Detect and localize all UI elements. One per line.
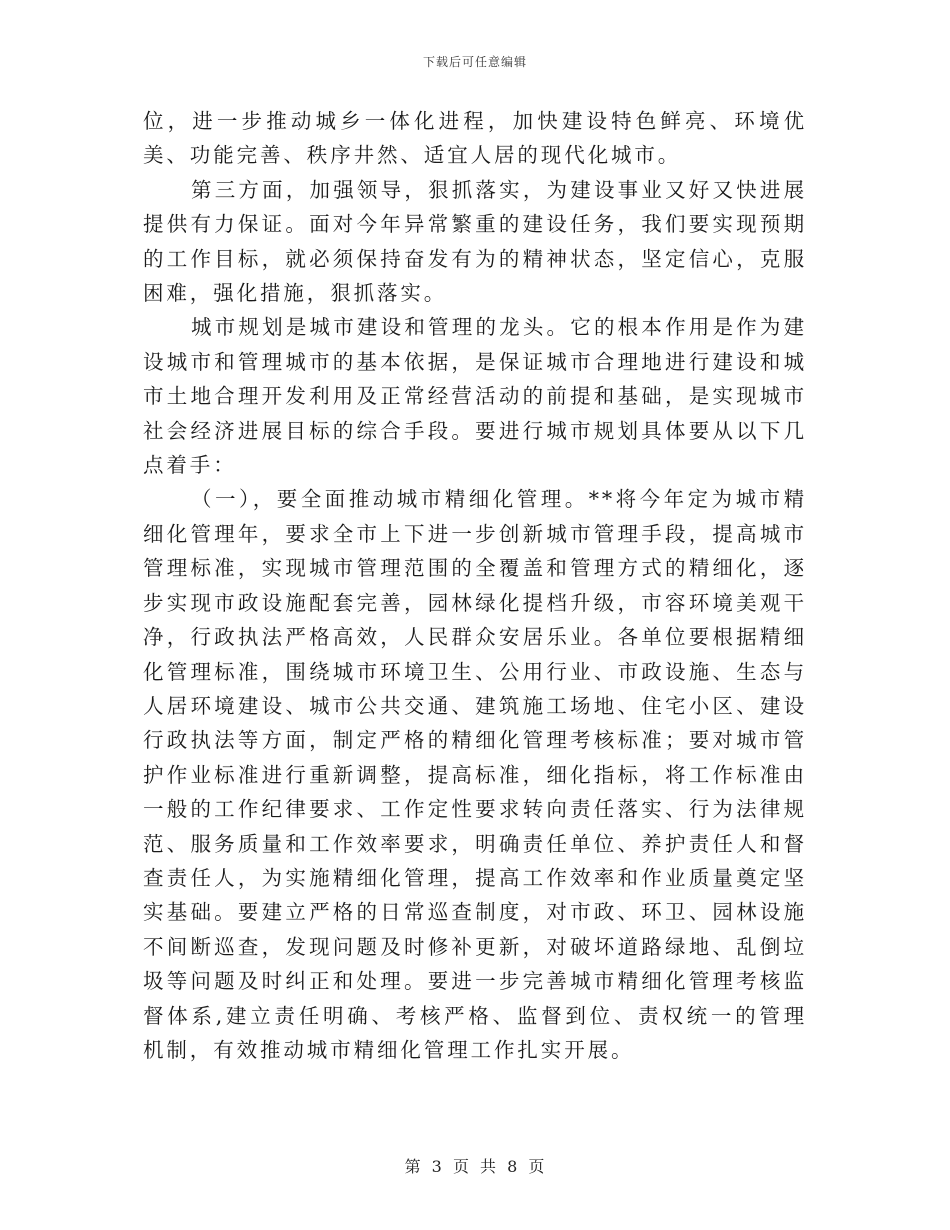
paragraph-item-one: （一），要全面推动城市精细化管理。**将今年定为城市精细化管理年，要求全市上下进一步创新城市管理手段，提高城市管理标准，实现城市管理范围的全覆盖和管理方式的精细化，逐步实现市政设施配套完善，园林绿化提档升级，市容环境美观干净，行政执法严格高效，人民群众安居乐业。各单位要根据精细化管理标准，围绕城市环境卫生、公用行业、市政设施、生态与人居环境建设、城市公共交通、建筑施工场地、住宅小区、建设行政执法等方面，制定严格的精细化管理考核标准；要对城市管护作业标准进行重新调整，提高标准，细化指标，将工作标准由一般的工作纪律要求、工作定性要求转向责任落实、行为法律规范、服务质量和工作效率要求，明确责任单位、养护责任人和督查责任人，为实施精细化管理，提高工作效率和作业质量奠定坚实基础。要建立严格的日常巡查制度，对市政、环卫、园林设施不间断巡查，发现问题及时修补更新，对破坏道路绿地、乱倒垃圾等问题及时纠正和处理。要进一步完善城市精细化管理考核监督体系,建立责任明确、考核严格、监督到位、责权统一的管理机制，有效推动城市精细化管理工作扎实开展。 [143,487,807,1062]
paragraph-continuation: 位，进一步推动城乡一体化进程，加快建设特色鲜亮、环境优美、功能完善、秩序井然、适宜人居的现代化城市。 [143,109,807,168]
page-number: 第 3 页 共 8 页 [404,1157,546,1176]
document-body [143,104,807,1067]
page-header-note: 下载后可任意编辑 [422,55,527,69]
paragraph-urban-planning: 城市规划是城市建设和管理的龙头。它的根本作用是作为建设城市和管理城市的基本依据，是保证城市合理地进行建设和城市土地合理开发利用及正常经营活动的前提和基础，是实现城市社会经济进展目标的综合手段。要进行城市规划具体要从以下几点着手： [143,315,807,478]
paragraph-section-three: 第三方面，加强领导，狠抓落实，为建设事业又好又快进展提供有力保证。面对今年异常繁重的建设任务，我们要实现预期的工作目标，就必须保持奋发有为的精神状态，坚定信心，克服困难，强化措施，狠抓落实。 [143,177,807,306]
